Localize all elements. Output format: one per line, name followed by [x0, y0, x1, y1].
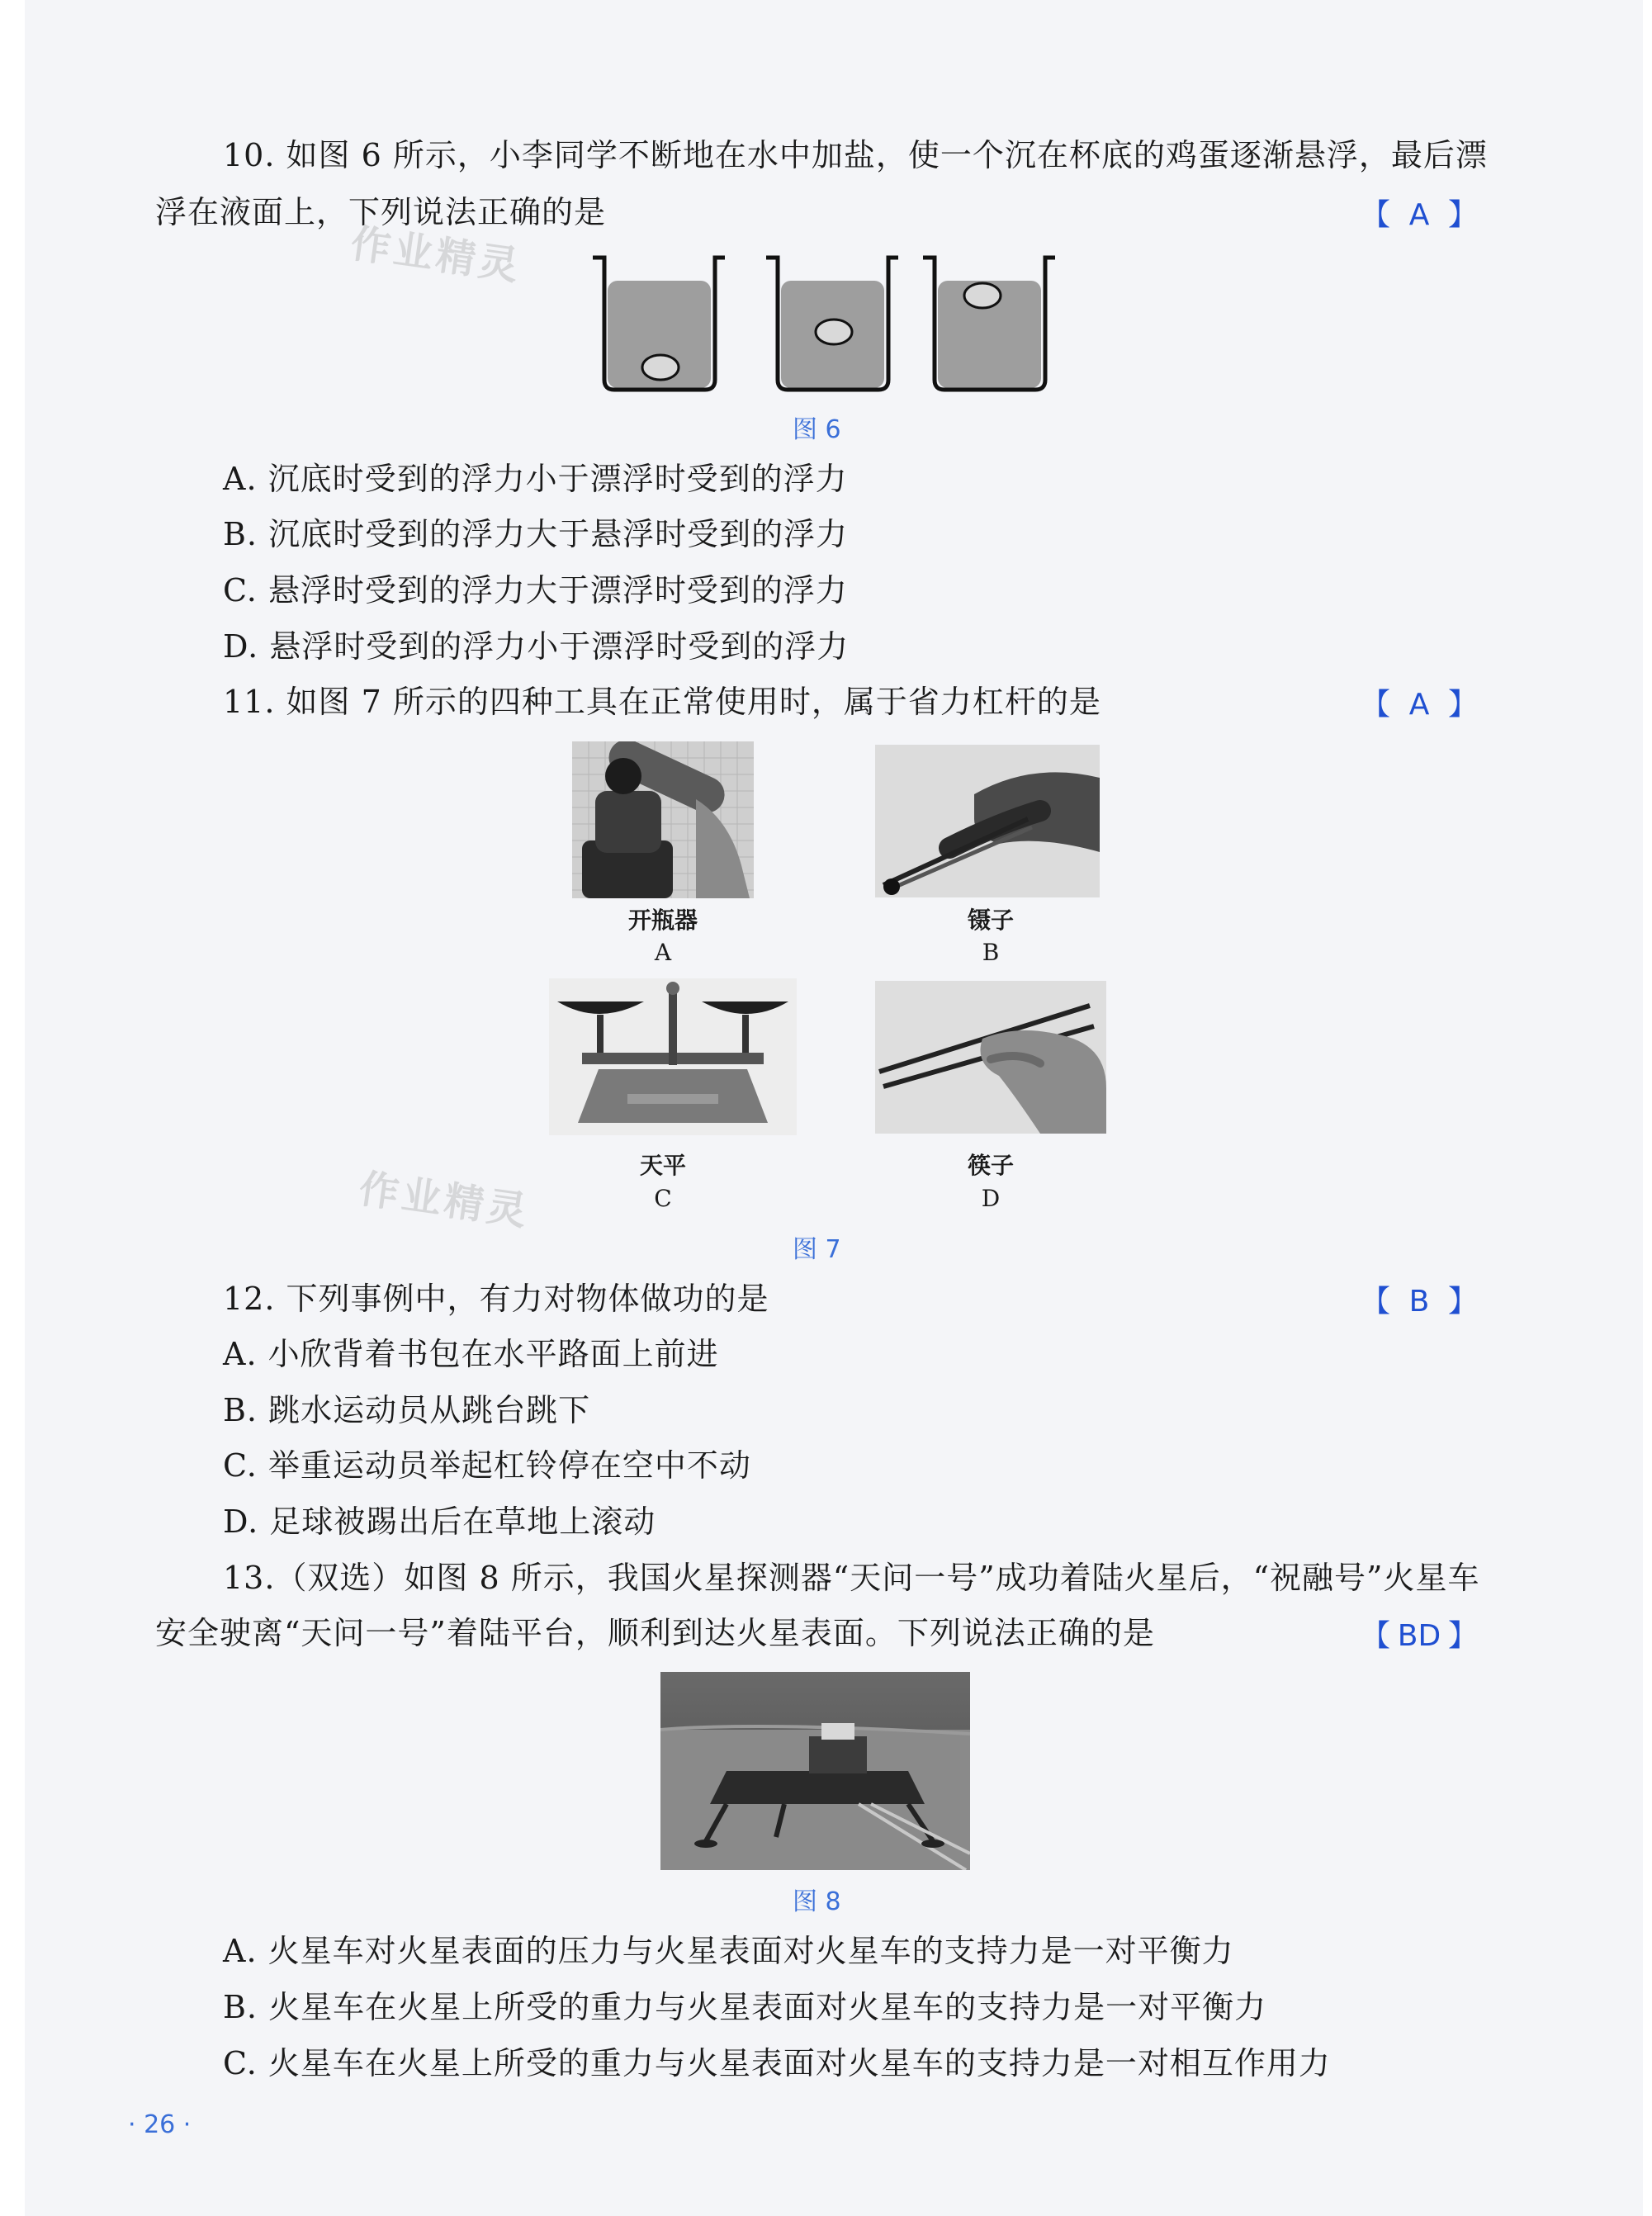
watermark-2: 作业精灵 [356, 1165, 533, 1236]
figure-7-caption: 图 7 [793, 1235, 841, 1264]
tool-b-name: 镊子 [967, 907, 1014, 934]
q10-option-b: B. 沉底时受到的浮力大于悬浮时受到的浮力 [223, 516, 849, 552]
q13-answer: 【 BD 】 [1361, 1619, 1479, 1653]
q12-option-d: D. 足球被踢出后在草地上滚动 [223, 1503, 656, 1540]
q13-option-a: A. 火星车对火星表面的压力与火星表面对火星车的支持力是一对平衡力 [223, 1933, 1234, 1969]
q11-answer: 【 A 】 [1361, 688, 1479, 722]
tweezers-photo [875, 745, 1100, 897]
tool-b-letter: B [982, 939, 1000, 966]
watermark: 作业精灵 [348, 220, 525, 291]
q12-option-b: B. 跳水运动员从跳台跳下 [223, 1392, 591, 1428]
q13-option-c: C. 火星车在火星上所受的重力与火星表面对火星车的支持力是一对相互作用力 [223, 2045, 1331, 2081]
q12-option-a: A. 小欣背着书包在水平路面上前进 [223, 1336, 719, 1372]
q13-stem-line1: 13.（双选）如图 8 所示，我国火星探测器“天问一号”成功着陆火星后，“祝融号”火星车 [223, 1560, 1480, 1596]
q12-stem: 12. 下列事例中，有力对物体做功的是 [223, 1281, 769, 1317]
q12-option-c: C. 举重运动员举起杠铃停在空中不动 [223, 1447, 751, 1484]
chopsticks-photo [875, 981, 1106, 1134]
q11-stem: 11. 如图 7 所示的四种工具在正常使用时，属于省力杠杆的是 [223, 684, 1101, 720]
q12-answer: 【 B 】 [1361, 1285, 1479, 1319]
beakers-figure [586, 248, 1073, 396]
tool-a-letter: A [654, 939, 672, 966]
page [25, 0, 1643, 2216]
q10-stem-line1: 10. 如图 6 所示，小李同学不断地在水中加盐，使一个沉在杯底的鸡蛋逐渐悬浮，最后漂 [223, 137, 1488, 173]
beaker-sinking [593, 258, 725, 390]
balance-photo [549, 978, 797, 1135]
tool-a-name: 开瓶器 [627, 907, 698, 934]
figure-8-caption: 图 8 [793, 1887, 841, 1916]
beaker-suspended [766, 258, 898, 390]
tool-d-letter: D [981, 1185, 1001, 1212]
q13-stem-line2: 安全驶离“天问一号”着陆平台，顺利到达火星表面。下列说法正确的是 [155, 1615, 1155, 1651]
tool-d-name: 筷子 [967, 1152, 1014, 1179]
q10-option-c: C. 悬浮时受到的浮力大于漂浮时受到的浮力 [223, 572, 848, 608]
q10-option-a: A. 沉底时受到的浮力小于漂浮时受到的浮力 [223, 461, 848, 497]
q10-answer: 【 A 】 [1361, 198, 1479, 232]
tool-c-letter: C [654, 1185, 672, 1212]
beaker-floating [923, 258, 1055, 390]
q13-option-b: B. 火星车在火星上所受的重力与火星表面对火星车的支持力是一对平衡力 [223, 1989, 1267, 2025]
mars-rover-photo [660, 1672, 970, 1870]
q10-stem-line2: 浮在液面上，下列说法正确的是 [155, 194, 607, 230]
q10-option-d: D. 悬浮时受到的浮力小于漂浮时受到的浮力 [223, 628, 850, 665]
page-number: · 26 · [128, 2110, 192, 2139]
tool-c-name: 天平 [639, 1152, 686, 1179]
bottle-opener-photo [572, 741, 754, 898]
figure-6-caption: 图 6 [793, 415, 841, 444]
